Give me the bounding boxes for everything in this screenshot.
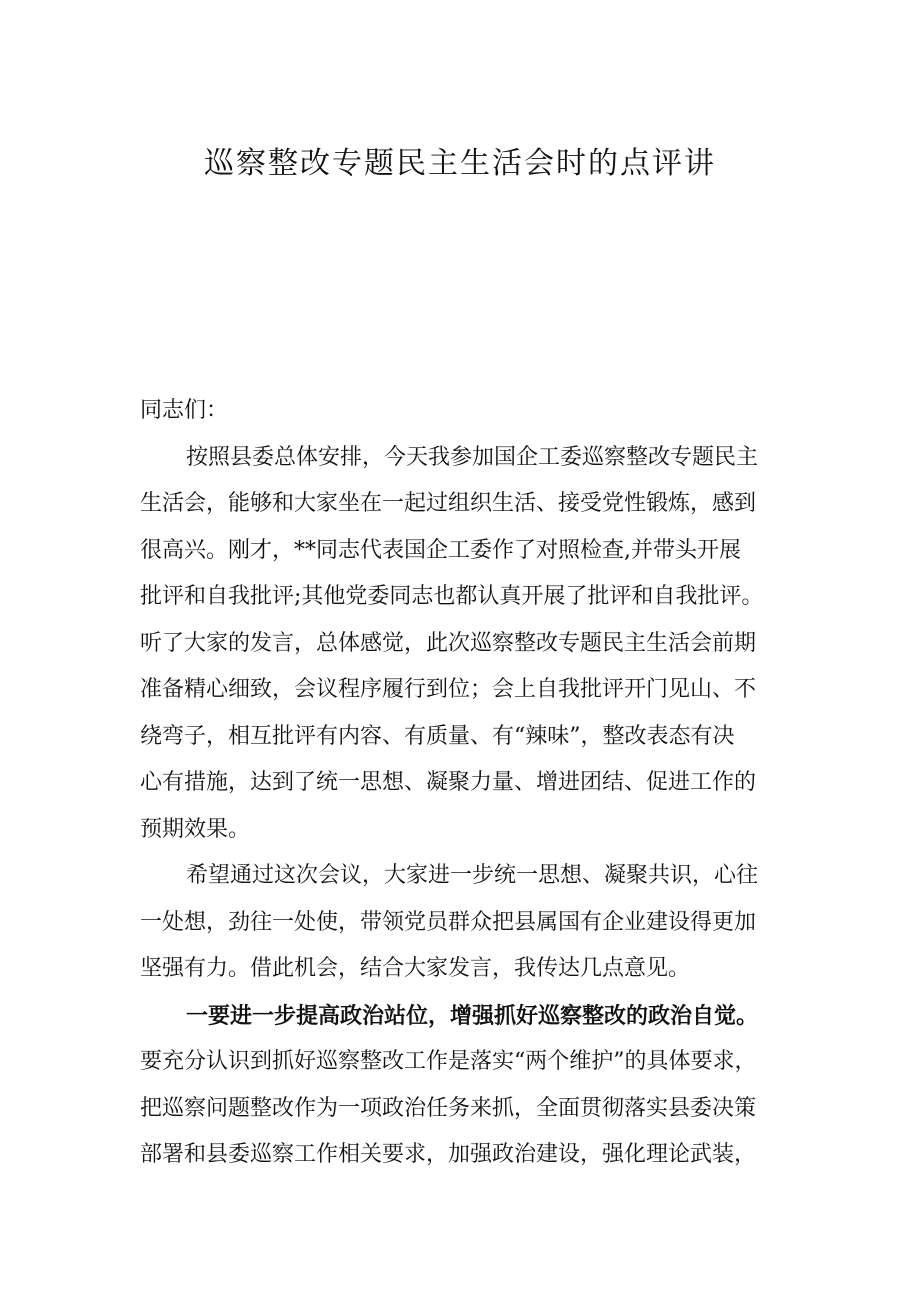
paragraph-line: 绕弯子，相互批评有内容、有质量、有“辣味”，整改表态有决 [140, 723, 735, 749]
paragraph-line: 准备精心细致，会议程序履行到位；会上自我批评开门见山、不 [140, 677, 757, 702]
paragraph-line: 希望通过这次会议，大家进一步统一思想、凝聚共识，心往 [186, 863, 759, 888]
paragraph-line: 批评和自我批评;其他党委同志也都认真开展了批评和自我批评。 [140, 584, 764, 609]
paragraph-line: 把巡察问题整改作为一项政治任务来抓，全面贯彻落实县委决策 [140, 1095, 757, 1121]
document-title: 巡察整改专题民主生活会时的点评讲 [204, 146, 716, 181]
paragraph-line: 预期效果。 [140, 816, 251, 842]
document-body [140, 388, 790, 1179]
body-lines [140, 435, 790, 1179]
paragraph-line: 按照县委总体安排，今天我参加国企工委巡察整改专题民主 [186, 444, 759, 470]
section-heading-line: 一要进一步提高政治站位，增强抓好巡察整改的政治自觉。 [186, 1002, 759, 1029]
salutation: 同志们： [140, 398, 229, 423]
paragraph-line: 坚强有力。借此机会，结合大家发言，我传达几点意见。 [140, 956, 691, 981]
paragraph-line: 很高兴。刚才，**同志代表国企工委作了对照检查,并带头开展 [140, 537, 741, 563]
paragraph-line: 听了大家的发言，总体感觉，此次巡察整改专题民主生活会前期 [140, 630, 757, 656]
paragraph-line: 生活会，能够和大家坐在一起过组织生活、接受党性锻炼，感到 [140, 491, 757, 516]
paragraph-line: 一处想，劲往一处使，带领党员群众把县属国有企业建设得更加 [140, 909, 757, 935]
paragraph-line: 部署和县委巡察工作相关要求，加强政治建设，强化理论武装， [140, 1142, 757, 1167]
paragraph-line: 要充分认识到抓好巡察整改工作是落实“两个维护”的具体要求， [140, 1049, 757, 1074]
paragraph-line: 心有措施，达到了统一思想、凝聚力量、增进团结、促进工作的 [140, 770, 757, 795]
